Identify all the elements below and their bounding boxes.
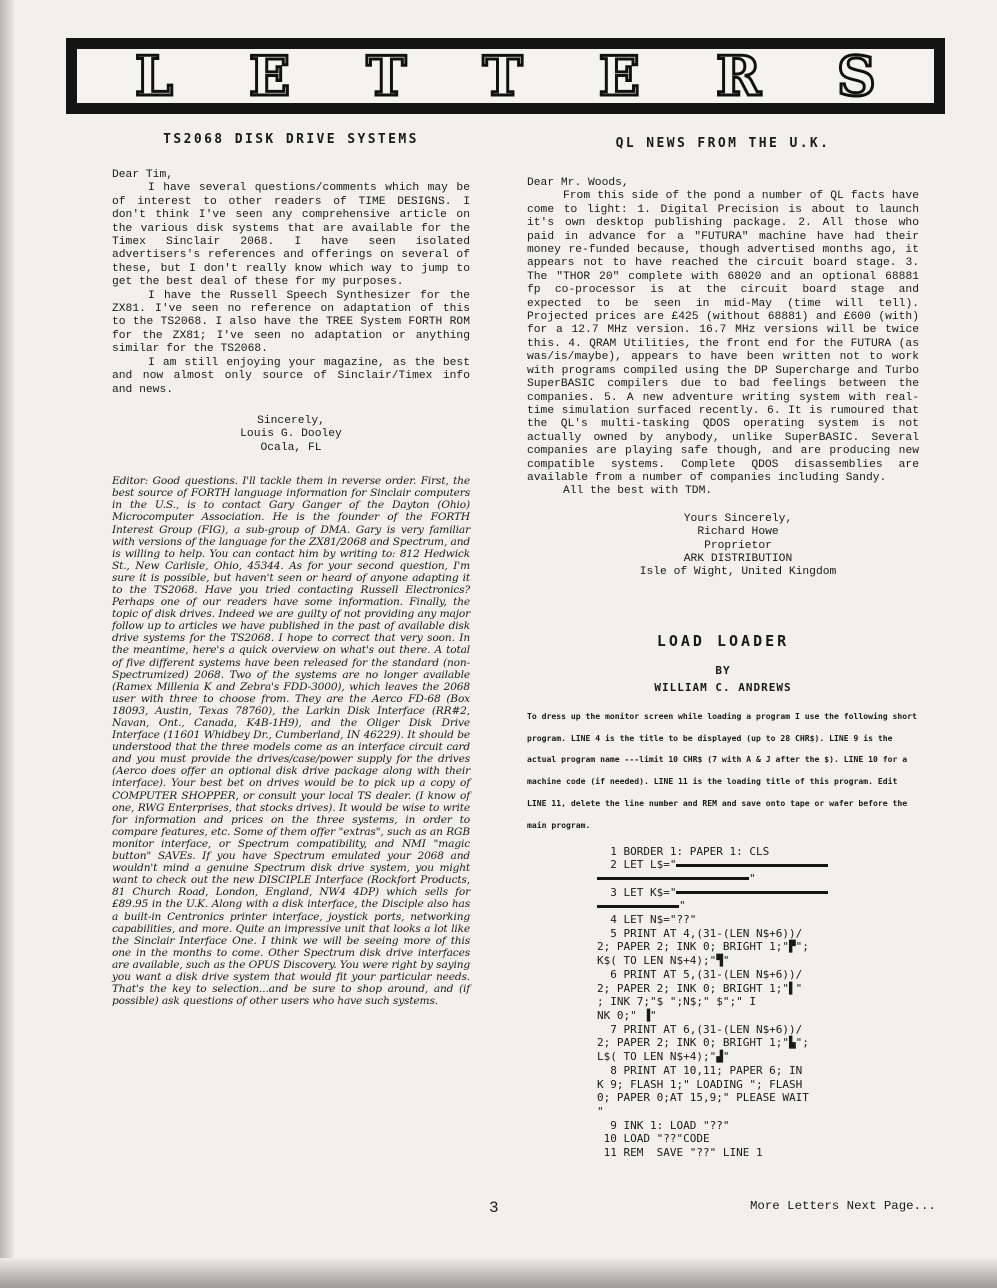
- banner-letter: T: [482, 44, 523, 108]
- banner-letters: [77, 44, 934, 108]
- listing-text: ": [749, 871, 756, 885]
- letter-body: [112, 169, 470, 397]
- listing-line: 11 REM SAVE "??" LINE 1: [597, 1146, 763, 1160]
- banner-letter: L: [135, 44, 173, 108]
- banner-letter: E: [249, 44, 291, 108]
- listing-text: 3 LET K$=": [597, 885, 677, 899]
- right-column: [527, 136, 919, 1160]
- listing-line: 7 PRINT AT 6,(31-(LEN N$+6))/ 2; PAPER 2; INK 0; BRIGHT 1;"▙"; L$( TO LEN N$+4);"▟": [597, 1022, 809, 1064]
- banner-letter: T: [366, 44, 407, 108]
- listing-text: ": [679, 899, 686, 913]
- listing-line: 8 PRINT AT 10,11; PAPER 6; IN K 9; FLASH 1;" LOADING "; FLASH 0; PAPER 0;AT 15,9;" PLEASE WAIT ": [597, 1063, 809, 1118]
- signature-block: [527, 513, 919, 580]
- left-column: [112, 132, 470, 1007]
- graphic-bar: [597, 905, 679, 908]
- listing-line: 9 INK 1: LOAD "??": [597, 1118, 730, 1132]
- banner-letter: S: [836, 44, 876, 108]
- article-title: LOAD LOADER: [656, 631, 790, 650]
- signer-location: Ocala, FL: [260, 441, 322, 454]
- listing-line: [597, 858, 919, 872]
- banner-letter: R: [715, 44, 761, 108]
- graphic-bar: [676, 864, 828, 867]
- signer-location: Isle of Wight, United Kingdom: [639, 566, 837, 579]
- signer-title: Proprietor: [704, 539, 772, 552]
- listing-line: [597, 886, 919, 900]
- banner-letter: E: [598, 44, 640, 108]
- byline-by: BY: [715, 663, 731, 677]
- basic-listing: [527, 845, 919, 1160]
- listing-line: [597, 899, 919, 913]
- signer-company: ARK DISTRIBUTION: [683, 552, 793, 565]
- continuation-note: More Letters Next Page...: [750, 1199, 936, 1213]
- listing-line: 4 LET N$="??": [597, 913, 697, 927]
- signer-name: Louis G. Dooley: [240, 428, 342, 441]
- page-number: 3: [489, 1199, 499, 1217]
- closing-line: All the best with TDM.: [563, 485, 713, 498]
- editor-reply: Editor: Good questions. I'll tackle them in reverse order. First, the best source of FORTH language information for Sinclair computers in the U.S., is to contact Gary Ganger of the Dayton (Ohio) Microcomputer Association. He is the founder of the FORTH Interest Group (FIG), a sub-group of DMA. Gary is very familiar with versions of the language for the ZX81/2068 and Spectrum, and is willing to help. You can contact him by writing to: 812 Hedwick St., New Carlisle, Ohio, 45344. As for your second question, I'm sure it is possible, but haven't seen or heard of anyone adapting it to the TS2068. Have you tried contacting Russell Electronics? Perhaps one of our readers have some information. Finally, the topic of disk drives. Indeed we are guilty of not providing any major follow up to articles we have published in the past of available disk drive systems for the TS2068. I hope to correct that very soon. In the meantime, here's a quick overview on what's out there. A total of five different systems have been released for the standard (non-Spectrumized) 2068. Two of the systems are no longer available (Ramex Millenia K and Zebra's FDD-3000), which leaves the 2068 user with three to choose from. They are the Aerco FD-68 (Box 18093, Austin, Texas 78760), the Larkin Disk Interface (RR#2, Navan, Ont., Canada, K4B-1H9), and the Oliger Disk Drive Interface (11601 Whidbey Dr., Cumberland, IN 46229). It should be understood that the three models come as an interface circuit card and you must provide the drives/case/power supply for the drives (Aerco does offer an optional disk drive package along with their interface). Your best bet on drives would be to pick up a copy of COMPUTER SHOPPER, or consult your local TS dealer. (I know of one, RWG Enterprises, that stocks drives). It would be wise to write for information and prices on the three systems, in order to compare features, etc. Some of them offer "extras", such as an RGB monitor interface, or Spectrum compatibility, and NMI "magic button" SAVEs. If you have Spectrum emulated your 2068 and wouldn't mind a genuine Spectrum disk drive system, you might want to check out the new DISCIPLE Interface (Rockfort Products, 81 Church Road, London, England, NW4 4DP) which sells for £89.95 in the U.K. Along with a disk interface, the Disciple also has a built-in Centronics printer interface, joystick ports, networking capabilities, and more. Quite an impressive unit that looks a lot like the Sinclair Interface One. I think we will be seeing more of this one in the months to come. Other Spectrum disk drive interfaces are available, such as the OPUS Discovery. You were right by saying you want a disk drive system that would fit your particular needs. That's the key to selection...and be sure to shop around, and (if possible) ask questions of other users who have such systems.: [112, 475, 470, 1008]
- signer-name: Richard Howe: [697, 526, 779, 539]
- section-heading: TS2068 DISK DRIVE SYSTEMS: [163, 132, 419, 147]
- closing: Yours Sincerely,: [683, 512, 793, 525]
- byline-author: WILLIAM C. ANDREWS: [654, 680, 792, 694]
- salutation: Dear Mr. Woods,: [527, 177, 629, 189]
- graphic-bar: [676, 891, 828, 894]
- closing: Sincerely,: [257, 414, 325, 427]
- listing-text: 2 LET L$=": [597, 858, 677, 872]
- listing-line: [597, 872, 919, 886]
- page-edge-bottom: [0, 1258, 997, 1288]
- listing-line: 6 PRINT AT 5,(31-(LEN N$+6))/ 2; PAPER 2; INK 0; BRIGHT 1;"▌" ; INK 7;"$ ";N$;" $";" I NK 0;" ▐": [597, 967, 803, 1022]
- paragraph: I am still enjoying your magazine, as the best and now almost only source of Sinclair/Timex info and news.: [112, 356, 470, 396]
- letter-body: [527, 177, 919, 499]
- signature-block: [112, 415, 470, 455]
- listing-line: 5 PRINT AT 4,(31-(LEN N$+6))/ 2; PAPER 2; INK 0; BRIGHT 1;"▛"; K$( TO LEN N$+4);"▜": [597, 926, 809, 968]
- paragraph: I have several questions/comments which may be of interest to other readers of TIME DESIGNS. I don't think I've seen any comprehensive article on the various disk systems that are available for the Timex Sinclair 2068. I have seen isolated advertisers's references and offerings on several of these, but I don't really know which way to jump to get the best deal of these for my purposes.: [112, 182, 470, 289]
- salutation: Dear Tim,: [112, 169, 174, 181]
- graphic-bar: [597, 877, 749, 880]
- page-edge: [0, 0, 14, 1288]
- section-heading: QL NEWS FROM THE U.K.: [615, 136, 831, 151]
- listing-line: 10 LOAD "??"CODE: [597, 1132, 710, 1146]
- paragraph: I have the Russell Speech Synthesizer for the ZX81. I've seen no reference on adaptation of this to the TS2068. I also have the TREE System FORTH ROM for the ZX81; I've seen no adaptation or anything similar for the TS2068.: [112, 289, 470, 356]
- paragraph: From this side of the pond a number of QL facts have come to light: 1. Digital Precision is about to launch it's own desktop publishing package. 2. All those who paid in advance for a "FUTURA" machine have had their money re-funded because, though advertised months ago, it appears not to have reached the circuit board stage. 3. The "THOR 20" complete with 68020 and an optional 68881 fp co-processor is at the circuit board stage and expected to be seen in mid-May (time will tell). Projected prices are £425 (without 68881) and £600 (with) for a 12.7 MHz version. 16.7 MHz versions will be twice this. 4. QRAM Utilities, the front end for the FUTURA (as was/is/maybe), appears to have been written not to work with programs compiled using the DP Supercharge and Turbo SuperBASIC compilers due to bad feelings between the companies. 5. A new adventure writing system with real-time simulation surfaced recently. 6. It is rumoured that the QL's multi-tasking QDOS operating system is not actually owned by anybody, unlike SuperBASIC. Several companies are playing safe though, and are producing new compatible systems. Complete QDOS disassemblies are available from a number of companies including Sandy.: [527, 190, 919, 484]
- article-intro: To dress up the monitor screen while loading a program I use the following short program. LINE 4 is the title to be displayed (up to 28 CHR$). LINE 9 is the actual program name ---limit 10 CHR$ (7 with A & J after the $). LINE 10 for a machine code (if needed). LINE 11 is the loading title of this program. Edit LINE 11, delete the line number and REM and save onto tape or wafer before the main program.: [527, 710, 917, 830]
- letters-banner: [66, 38, 945, 114]
- listing-line: 1 BORDER 1: PAPER 1: CLS: [597, 844, 770, 858]
